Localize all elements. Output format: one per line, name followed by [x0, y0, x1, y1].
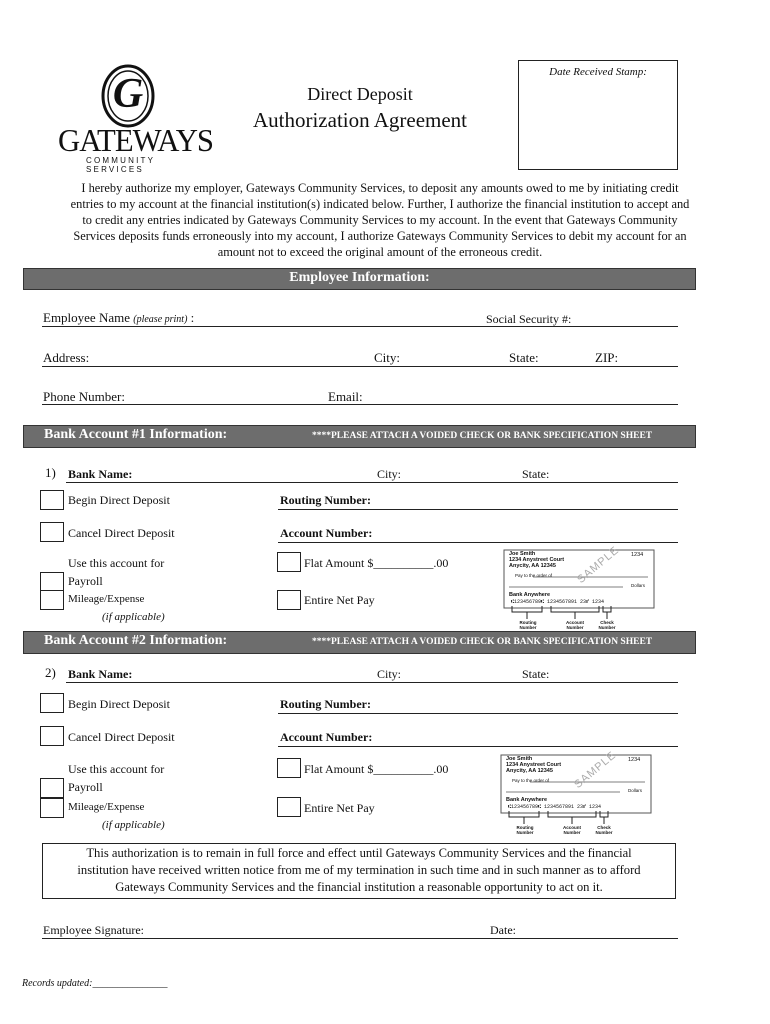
bank2-net-pay-checkbox[interactable]: [277, 797, 301, 817]
records-updated-label: Records updated:_______________: [22, 978, 168, 989]
logo-letter: G: [112, 71, 144, 117]
sample-check-image: [503, 544, 655, 631]
intro-line: to credit any entries indicated by Gateways Community Services to my account. In the event that Gateways Community: [82, 213, 678, 227]
bank1-city-label: City:: [377, 467, 402, 481]
bank1-state-label: State:: [522, 467, 550, 481]
bank1-begin-label: Begin Direct Deposit: [68, 493, 170, 507]
bank1-routing-label: Routing Number:: [280, 493, 372, 507]
bank1-flat-amount-label: Flat Amount $__________.00: [304, 556, 449, 570]
bank1-payroll-checkbox[interactable]: [40, 572, 64, 592]
check-number-top: 1234: [628, 757, 641, 763]
signature-date-label: Date:: [490, 923, 516, 937]
bank1-section-title: Bank Account #1 Information:: [44, 427, 228, 442]
termination-notice-box: [42, 843, 676, 899]
check-pay-to: Pay to the order of: [515, 573, 553, 578]
intro-line: entries to my account at the financial institution(s) indicated below. Further, I authorize the financial institution to accept and: [70, 197, 690, 211]
bank2-applicable-label: (if applicable): [102, 819, 165, 831]
sample-check-image: [500, 749, 652, 836]
bank2-begin-checkbox[interactable]: [40, 693, 64, 713]
email-label: Email:: [328, 389, 363, 404]
bank1-use-label: Use this account for: [68, 556, 165, 570]
intro-line: Services deposits funds erroneously into my account, I authorize Gateways Community Services to debit my account for an: [73, 229, 687, 243]
check-number-top: 1234: [631, 552, 644, 558]
bank2-net-pay-label: Entire Net Pay: [304, 801, 375, 815]
phone-label: Phone Number:: [43, 389, 125, 404]
bank1-applicable-label: (if applicable): [102, 611, 165, 623]
check-bank: Bank Anywhere: [509, 592, 551, 598]
logo-subtitle: COMMUNITY SERVICES: [86, 156, 155, 174]
check-street: 1234 Anystreet Court: [506, 762, 562, 768]
check-city: Anycity, AA 12345: [506, 768, 553, 774]
phone-email-field[interactable]: [42, 404, 678, 405]
bank2-number: 2): [45, 665, 56, 680]
bank2-routing-label: Routing Number:: [280, 697, 372, 711]
check-routing-caption: Routing Number: [519, 620, 537, 630]
zip-label: ZIP:: [595, 350, 619, 365]
employee-signature-label: Employee Signature:: [43, 923, 144, 937]
bank2-account-label: Account Number:: [280, 730, 373, 744]
bank2-section-header: [23, 631, 696, 654]
bank1-cancel-checkbox[interactable]: [40, 522, 64, 542]
check-micr: ⑆123456789⑆ 1234567891 23⑈ 1234: [508, 804, 602, 810]
bank1-bank-name-field[interactable]: [66, 482, 678, 483]
bank2-state-label: State:: [522, 667, 550, 681]
intro-line: I hereby authorize my employer, Gateways Community Services, to deposit any amounts owed to me by initiating credit: [81, 181, 679, 195]
check-account-caption: Account Number: [566, 620, 584, 630]
bank1-net-pay-checkbox[interactable]: [277, 590, 301, 610]
bank1-section-header: [23, 425, 696, 448]
check-name: Joe Smith: [506, 756, 533, 762]
stamp-label: Date Received Stamp:: [549, 66, 647, 78]
notice-line: This authorization is to remain in full force and effect until Gateways Community Services and the financial: [86, 846, 632, 860]
bank2-attach-note: ****PLEASE ATTACH A VOIDED CHECK OR BANK SPECIFICATION SHEET: [312, 637, 653, 647]
check-account-caption: Account Number: [563, 825, 581, 835]
form-title-line1: Direct Deposit: [307, 84, 413, 104]
check-routing-caption: Routing Number: [516, 825, 534, 835]
bank1-flat-amount-checkbox[interactable]: [277, 552, 301, 572]
bank1-begin-checkbox[interactable]: [40, 490, 64, 510]
bank2-bank-name-field[interactable]: [66, 682, 678, 683]
form-title-line2: Authorization Agreement: [252, 108, 468, 132]
bank2-use-label: Use this account for: [68, 762, 165, 776]
check-dollars: Dollars: [628, 788, 643, 793]
employee-name-label: [43, 310, 194, 326]
check-name: Joe Smith: [509, 551, 536, 557]
check-pay-to: Pay to the order of: [512, 778, 550, 783]
bank1-net-pay-label: Entire Net Pay: [304, 593, 375, 607]
check-number-caption: Check Number: [595, 825, 613, 835]
state-label: State:: [509, 350, 539, 365]
signature-field[interactable]: [42, 938, 678, 939]
bank2-cancel-checkbox[interactable]: [40, 726, 64, 746]
authorization-paragraph: [20, 180, 740, 260]
notice-line: Gateways Community Services and the financial institution a reasonable opportunity to act on it.: [115, 880, 603, 894]
employee-section-title: Employee Information:: [289, 270, 430, 285]
date-received-stamp-box[interactable]: [518, 60, 678, 170]
employee-name-text: Employee Name: [43, 310, 130, 325]
bank2-bank-name-label: Bank Name:: [68, 667, 133, 681]
address-label: Address:: [43, 350, 90, 365]
bank1-cancel-label: Cancel Direct Deposit: [68, 526, 175, 540]
bank1-account-field[interactable]: [278, 542, 678, 543]
address-field[interactable]: [42, 366, 678, 367]
check-sample-watermark: SAMPLE: [572, 749, 619, 791]
bank2-routing-field[interactable]: [278, 713, 678, 714]
bank1-payroll-label: Payroll: [68, 574, 103, 588]
logo: [56, 64, 214, 174]
notice-line: institution have received written notice from me of my termination in such time and in such manner as to afford: [77, 863, 641, 877]
check-city: Anycity, AA 12345: [509, 563, 556, 569]
please-print-hint: (please print): [133, 314, 188, 325]
bank2-flat-amount-checkbox[interactable]: [277, 758, 301, 778]
check-bank: Bank Anywhere: [506, 797, 548, 803]
city-label: City:: [374, 350, 401, 365]
bank2-account-field[interactable]: [278, 746, 678, 747]
bank1-attach-note: ****PLEASE ATTACH A VOIDED CHECK OR BANK SPECIFICATION SHEET: [312, 431, 653, 441]
bank2-section-title: Bank Account #2 Information:: [44, 633, 228, 648]
bank2-payroll-label: Payroll: [68, 780, 103, 794]
check-street: 1234 Anystreet Court: [509, 557, 565, 563]
bank1-account-label: Account Number:: [280, 526, 373, 540]
check-micr: ⑆123456789⑆ 1234567891 23⑈ 1234: [511, 599, 605, 605]
ssn-label: Social Security #:: [486, 312, 572, 326]
name-colon: :: [187, 310, 195, 325]
employee-section-header: [23, 268, 696, 290]
bank2-city-label: City:: [377, 667, 402, 681]
bank2-mileage-checkbox[interactable]: [40, 798, 64, 818]
bank1-bank-name-label: Bank Name:: [68, 467, 133, 481]
employee-name-field[interactable]: [42, 326, 678, 327]
logo-name: GATEWAYS: [58, 122, 214, 158]
bank2-mileage-label: Mileage/Expense: [68, 801, 145, 813]
check-sample-watermark: SAMPLE: [575, 544, 622, 586]
bank2-payroll-checkbox[interactable]: [40, 778, 64, 798]
bank1-number: 1): [45, 465, 56, 480]
bank1-routing-field[interactable]: [278, 509, 678, 510]
check-number-caption: Check Number: [598, 620, 616, 630]
bank2-cancel-label: Cancel Direct Deposit: [68, 730, 175, 744]
intro-line: amount not to exceed the original amount of the erroneous credit.: [217, 245, 543, 259]
bank2-flat-amount-label: Flat Amount $__________.00: [304, 762, 449, 776]
check-dollars: Dollars: [631, 583, 646, 588]
bank1-mileage-label: Mileage/Expense: [68, 593, 145, 605]
bank2-begin-label: Begin Direct Deposit: [68, 697, 170, 711]
bank1-mileage-checkbox[interactable]: [40, 590, 64, 610]
